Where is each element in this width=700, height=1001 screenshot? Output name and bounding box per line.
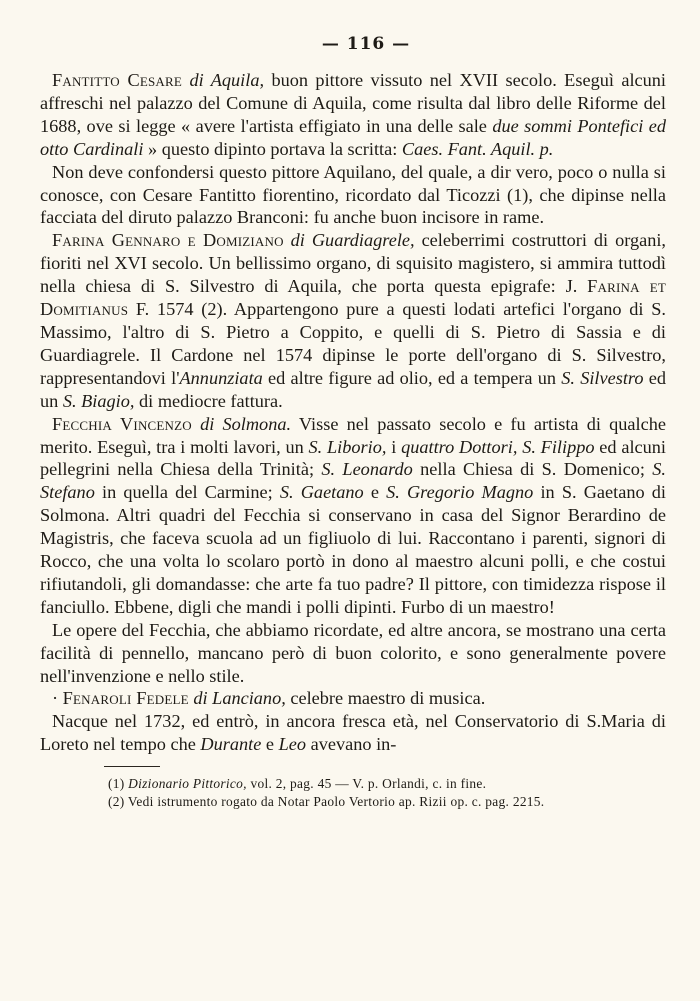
italic-text: S. Biagio, [62, 390, 135, 411]
entry-text: avevano in- [306, 734, 397, 755]
entry-farina [40, 229, 666, 412]
entry-name: Fantitto Cesare [52, 70, 183, 90]
entry-fenaroli [40, 687, 666, 710]
entry-name: Fecchia Vincenzo [52, 413, 192, 434]
italic-text: S. Gaetano [279, 482, 364, 503]
italic-text: Caes. Fant. Aquil. p. [401, 138, 554, 159]
footnote-title: Dizionario Pittorico, [128, 776, 247, 792]
paragraph: Le opere del Fecchia, che abbiamo ricordate, ed altre ancora, se mostrano una certa facilità di pennello, mancano però di buon colorito, e sono generalmente povere nell'invenzione e nello stile. [40, 619, 666, 686]
footnote-2 [108, 793, 666, 811]
page-number: — 116 — [321, 34, 411, 54]
footnote-rule [104, 766, 160, 767]
entry-text: ed un [40, 367, 667, 411]
body-text [40, 69, 666, 756]
epigraph-text: Farina et Domitianus [40, 276, 666, 320]
entry-text: di mediocre fattura. [134, 390, 283, 411]
footnotes [108, 775, 666, 811]
paragraph [40, 710, 666, 756]
entry-place: di Guardiagrele, [290, 230, 415, 251]
footnote-text: vol. 2, pag. 45 — V. p. Orlandi, c. in fine. [246, 776, 487, 792]
entry-text: Visse nel passato secolo e fu artista di qualche merito. Eseguì, tra i molti lavori, un [40, 413, 666, 457]
entry-text: e [363, 482, 387, 503]
bullet-mark: · [52, 688, 59, 709]
italic-text: S. Liborio, [308, 436, 387, 457]
entry-text: ed altre figure ad olio, ed a tempera un [262, 367, 562, 388]
entry-text: F. 1574 (2). Appartengono pure a questi lodati artefici l'organo di S. Massimo, l'altro di S. Pietro a Coppito, e quelli di S. Pietro di Sassia e di Guardiagrele. Il Cardone nel 1574 dipinse le porte dell'organo di S. Silvestro, rappresentandovi l' [40, 299, 666, 388]
entry-fantitto [40, 69, 666, 161]
entry-text: Nacque nel 1732, ed entrò, in ancora fresca età, nel Conservatorio di S.Maria di Loreto nel tempo che [40, 711, 666, 755]
entry-text: in quella del Carmine; [94, 482, 280, 503]
entry-place: di Lanciano, [193, 688, 286, 709]
entry-text: in S. Gaetano di Solmona. Altri quadri del Fecchia si conservano in casa del Signor Berardino de Magistris, che faceva scuola ad un figliuolo di lui. Raccontano i parenti, signori di Rocco, che una volta lo scolaro portò in dono al maestro alcuni polli, e che costui rifiutandoli, gli domandasse: che arte fa tuo padre? Il pittore, con timidezza rispose il fanciullo. Ebbene, digli che mandi i polli dipinti. Furbo di un maestro! [40, 482, 666, 617]
italic-text: Annunziata [179, 367, 263, 388]
entry-text: celebre maestro di musica. [285, 688, 486, 709]
footnote-1 [108, 775, 666, 793]
italic-text: Durante [200, 734, 262, 755]
paragraph: Non deve confondersi questo pittore Aquilano, del quale, a dir vero, poco o nulla si conosce, con Cesare Fantitto fiorentino, ricordato dal Ticozzi (1), che dipinse nella facciata del diruto palazzo Branconi: fu anche buon incisore in rame. [40, 161, 666, 228]
entry-text: » questo dipinto portava la scritta: [143, 138, 402, 159]
entry-name: Farina Gennaro e Domiziano [52, 230, 284, 251]
entry-place: di Solmona. [200, 413, 292, 434]
entry-text: nella Chiesa di S. Domenico; [412, 459, 653, 480]
italic-text: S. Silvestro [561, 367, 644, 388]
entry-text: ed alcuni pellegrini nella Chiesa della Trinità; [40, 436, 666, 480]
footnote-number: (1) [108, 776, 125, 792]
footnote-number: (2) [108, 794, 125, 810]
italic-text: S. Gregorio Magno [386, 482, 534, 503]
entry-name: Fenaroli Fedele [62, 688, 189, 709]
italic-text: Leo [278, 734, 307, 755]
italic-text: quattro Dottori, S. Filippo [401, 436, 595, 457]
entry-text: e [261, 734, 279, 755]
italic-text: S. Leonardo [321, 459, 413, 480]
entry-fecchia [40, 413, 666, 619]
italic-text: S. Stefano [40, 459, 666, 503]
entry-text: celeberrimi costruttori di organi, fioriti nel XVI secolo. Un bellissimo organo, di squisito magistero, si ammira tuttodì nella chiesa di S. Silvestro di Aquila, che porta questa epigrafe: J. [40, 230, 667, 297]
entry-text: i [386, 436, 402, 457]
entry-text: buon pittore vissuto nel XVII secolo. Eseguì alcuni affreschi nel palazzo del Comune di Aquila, come risulta dal libro delle Riforme del 1688, ove si legge « avere l'artista effigiato in una delle sale [40, 70, 667, 136]
entry-place: di Aquila, [189, 70, 265, 90]
footnote-text: Vedi istrumento rogato da Notar Paolo Vertorio ap. Rizii op. c. pag. 2215. [127, 794, 545, 810]
italic-text: due sommi Pontefici ed otto Cardinali [40, 115, 667, 159]
